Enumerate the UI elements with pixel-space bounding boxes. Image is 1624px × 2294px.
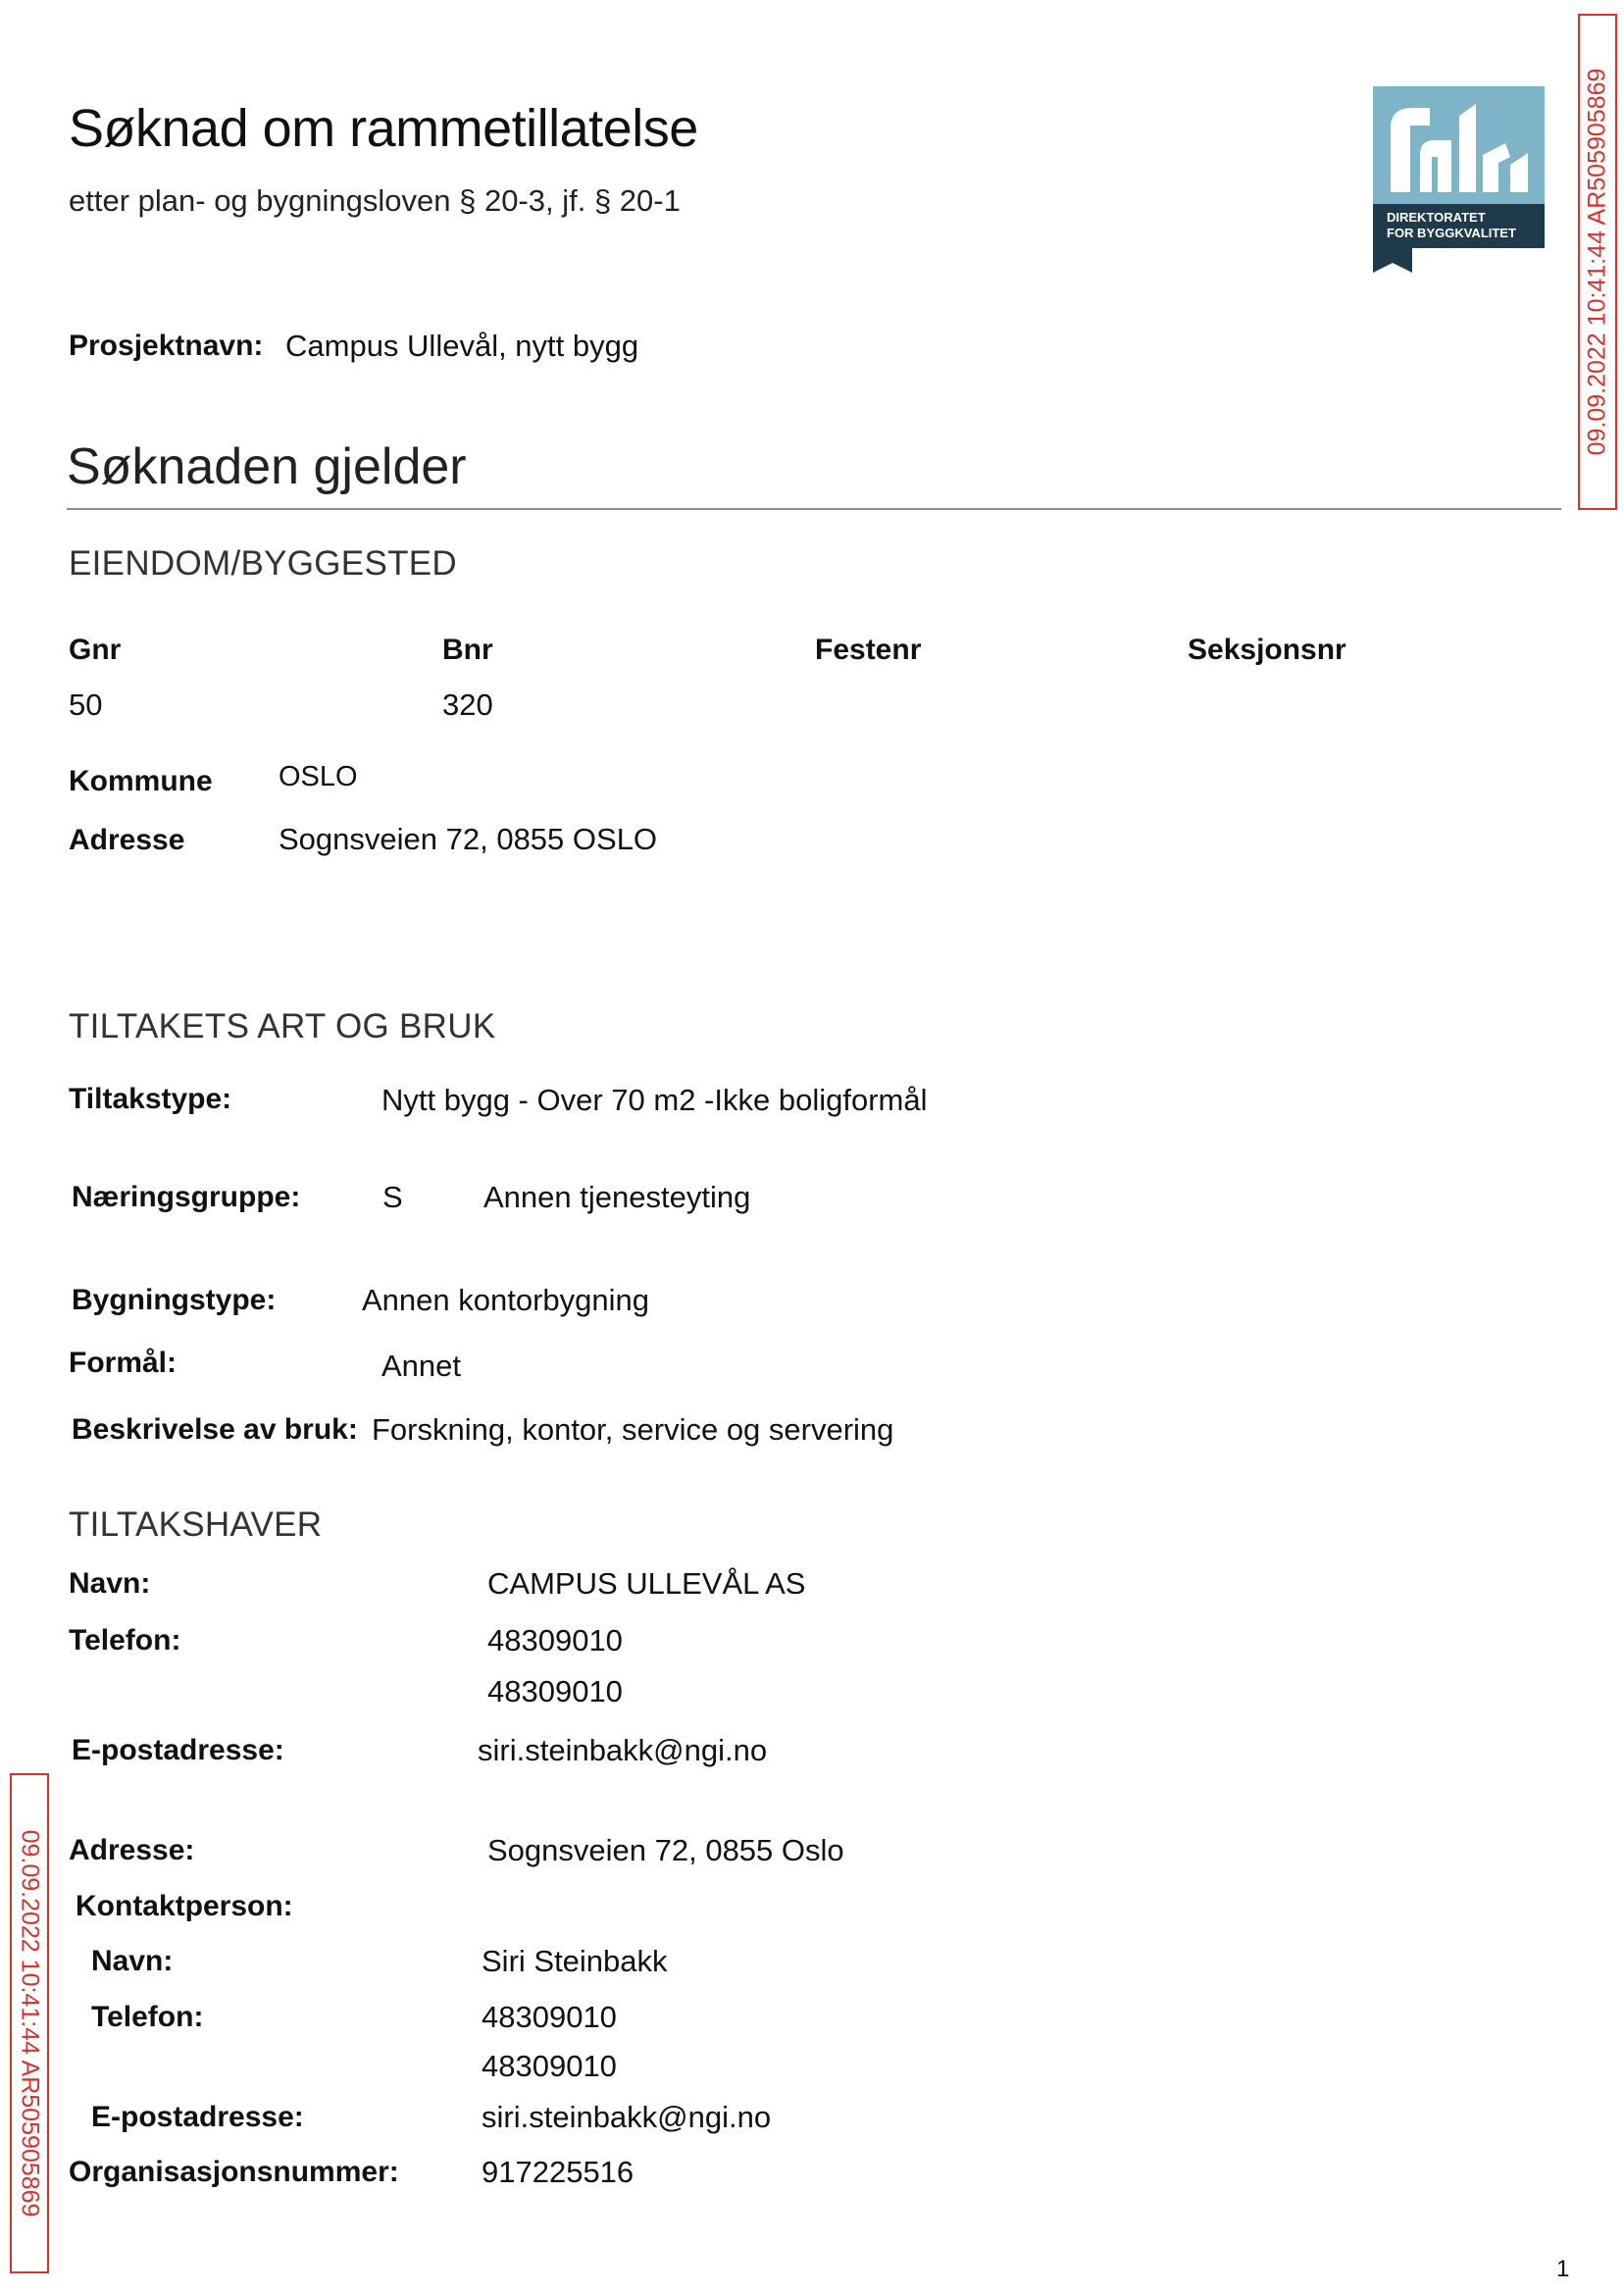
th-adresse-label: Adresse:	[69, 1834, 195, 1866]
section-title: Søknaden gjelder	[67, 438, 467, 495]
timestamp-stamp-bottom	[10, 1773, 49, 2273]
dibk-logo	[1373, 86, 1545, 273]
logo-text	[1387, 210, 1516, 241]
kp-epost-label: E-postadresse:	[91, 2101, 304, 2133]
naeringsgruppe-label: Næringsgruppe:	[72, 1181, 301, 1213]
tiltakstype-label: Tiltakstype:	[69, 1083, 232, 1115]
bnr-value: 320	[442, 688, 493, 722]
formal-label: Formål:	[69, 1347, 178, 1379]
th-epost-label: E-postadresse:	[72, 1734, 284, 1766]
adresse-value: Sognsveien 72, 0855 OSLO	[279, 822, 658, 856]
document-subtitle: etter plan- og bygningsloven § 20-3, jf. § 20-1	[69, 183, 681, 218]
kp-navn-value: Siri Steinbakk	[482, 1944, 668, 1978]
th-adresse-value: Sognsveien 72, 0855 Oslo	[487, 1833, 844, 1867]
property-heading: EIENDOM/BYGGESTED	[69, 544, 457, 583]
seksjonsnr-label: Seksjonsnr	[1188, 634, 1346, 666]
tiltakstype-value: Nytt bygg - Over 70 m2 -Ikke boligformål	[381, 1083, 928, 1117]
formal-value: Annet	[381, 1349, 462, 1383]
tiltakshaver-heading: TILTAKSHAVER	[69, 1505, 323, 1544]
th-epost-value: siri.steinbakk@ngi.no	[478, 1733, 768, 1767]
festenr-label: Festenr	[815, 634, 922, 666]
th-telefon-value-2: 48309010	[487, 1674, 623, 1708]
page-number: 1	[1556, 2256, 1570, 2282]
kp-epost-value: siri.steinbakk@ngi.no	[482, 2100, 772, 2134]
dibk-logo-graphic	[1373, 86, 1545, 273]
logo-line-1: DIREKTORATET	[1387, 210, 1486, 225]
adresse-label: Adresse	[69, 824, 185, 856]
naeringsgruppe-value: Annen tjenesteyting	[483, 1180, 751, 1214]
th-navn-label: Navn:	[69, 1567, 151, 1600]
gnr-value: 50	[69, 688, 103, 722]
document-title: Søknad om rammetillatelse	[69, 99, 698, 158]
orgnr-value: 917225516	[482, 2155, 634, 2189]
logo-line-2: FOR BYGGKVALITET	[1387, 226, 1516, 240]
kontaktperson-label: Kontaktperson:	[76, 1890, 293, 1922]
timestamp-stamp-top-text: 09.09.2022 10:41:44 AR505905869	[1583, 68, 1611, 456]
bnr-label: Bnr	[442, 634, 493, 666]
beskrivelse-value: Forskning, kontor, service og servering	[372, 1412, 894, 1447]
kommune-value: OSLO	[279, 761, 358, 792]
th-telefon-value-1: 48309010	[487, 1623, 623, 1657]
timestamp-stamp-top	[1578, 14, 1617, 510]
kp-telefon-value-2: 48309010	[482, 2049, 617, 2083]
bygningstype-value: Annen kontorbygning	[362, 1283, 650, 1317]
kp-telefon-value-1: 48309010	[482, 2000, 617, 2034]
project-value: Campus Ullevål, nytt bygg	[285, 329, 639, 363]
gnr-label: Gnr	[69, 634, 122, 666]
kommune-label: Kommune	[69, 765, 213, 797]
naeringsgruppe-code: S	[382, 1180, 403, 1214]
kp-telefon-label: Telefon:	[91, 2001, 204, 2033]
project-label: Prosjektnavn:	[69, 330, 264, 362]
tiltak-heading: TILTAKETS ART OG BRUK	[69, 1007, 496, 1045]
th-navn-value: CAMPUS ULLEVÅL AS	[487, 1566, 806, 1601]
beskrivelse-label: Beskrivelse av bruk:	[72, 1413, 358, 1446]
th-telefon-label: Telefon:	[69, 1624, 181, 1657]
timestamp-stamp-bottom-text: 09.09.2022 10:41:44 AR505905869	[16, 1829, 44, 2218]
section-divider	[67, 508, 1561, 510]
orgnr-label: Organisasjonsnummer:	[69, 2156, 399, 2188]
kp-navn-label: Navn:	[91, 1945, 174, 1977]
bygningstype-label: Bygningstype:	[72, 1284, 277, 1316]
